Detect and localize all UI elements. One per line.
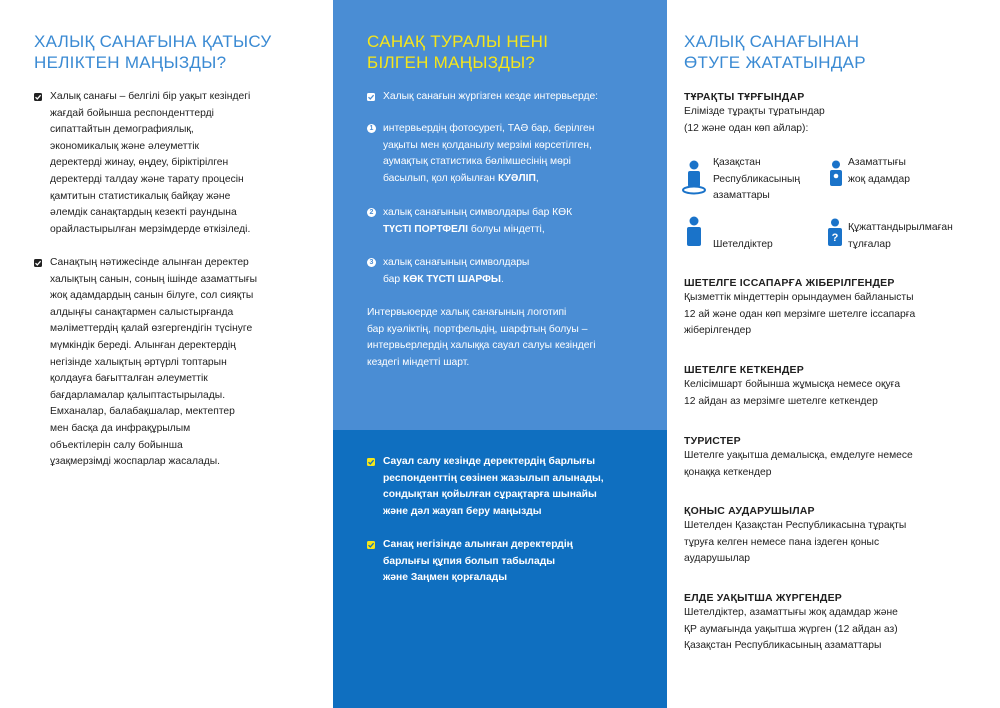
text-fragment: бар: [383, 273, 403, 285]
text-line: әлемдік санақтардың кезекті раундына: [50, 207, 237, 219]
title-line: НЕЛІКТЕН МАҢЫЗДЫ?: [34, 53, 227, 72]
text-line: Елімізде тұрақты тұратындар: [684, 106, 825, 117]
text-line: [383, 171, 662, 188]
note-truthful-answers: [367, 454, 662, 520]
section-departed-abroad: [684, 363, 994, 410]
info-panel-bottom: [333, 430, 667, 708]
checkbox-icon: [34, 259, 42, 267]
citizens-label: [713, 155, 843, 205]
stateless-person-icon: [827, 160, 845, 193]
undocumented-label: [848, 220, 998, 253]
text-line: объектілерін салу бойынша: [50, 439, 183, 451]
text-line: орайластырылған мерзімдерде өткізіледі.: [50, 223, 251, 235]
title-line: ХАЛЫҚ САНАҒЫНА ҚАТЫСУ: [34, 32, 272, 51]
checkbox-icon: [367, 458, 375, 466]
text-fragment: басылып, қол қойылған: [383, 172, 498, 184]
text-fragment: болуы міндетті,: [468, 223, 545, 235]
title-line: САНАҚ ТУРАЛЫ НЕНІ: [367, 32, 549, 51]
text-line: тұлғалар: [848, 238, 891, 250]
text-line: бағдарламалар қалыптастырылады.: [50, 389, 226, 401]
text-line: Қазақстан Республикасының азаматтары: [684, 640, 882, 652]
section-title: ҚОНЫС АУДАРУШЫЛАР: [684, 505, 815, 517]
text-line: азаматтары: [713, 190, 770, 202]
citizen-person-icon: [681, 160, 707, 201]
paragraph-census-definition: [34, 89, 324, 238]
text-line: сипаттайтын демографиялық,: [50, 124, 194, 136]
mandatory-condition-paragraph: [367, 305, 662, 371]
title-line: ӨТУГЕ ЖАТАТЫНДАР: [684, 53, 866, 72]
text-line: Шетелдіктер, азаматтығы жоқ адамдар және: [684, 607, 898, 618]
text-line: деректерді талдау және тарату процесін: [50, 173, 244, 185]
text-line: Сауал салу кезінде деректердің барлығы: [383, 456, 596, 467]
checkbox-icon: [367, 93, 375, 101]
text-line: Санақ негізінде алынған деректердің: [383, 539, 573, 550]
foreigner-person-icon: [684, 216, 704, 253]
text-line: барлығы құпия болып табылады: [383, 555, 556, 567]
text-line: жіберілгендер: [684, 325, 752, 337]
text-line: кездегі міндетті шарт.: [367, 356, 470, 368]
text-line: халық санағының символдары бар КӨК: [383, 207, 573, 218]
section-permanent-residents: [684, 90, 994, 137]
text-line: [383, 272, 662, 289]
text-line: қолдауға бағытталған әлеуметтік: [50, 373, 208, 385]
column-what-to-know: [333, 0, 667, 708]
text-fragment: ,: [535, 172, 539, 184]
text-line: мен басқа да инфрақұрылым: [50, 422, 191, 434]
scarf-label: КӨК ТҮСТІ ШАРФЫ: [402, 273, 502, 285]
section-tourists: [684, 434, 994, 481]
text-line: ұзақмерзімді жоспарлар жасалады.: [50, 456, 221, 468]
checkbox-icon: [367, 541, 375, 549]
text-line: тұруға келген немесе пана іздеген қоныс: [684, 536, 880, 548]
text-line: Құжаттандырылмаған: [848, 222, 953, 233]
interviewer-intro: [367, 89, 657, 106]
text-line: сондықтан қойылған сұрақтарға шынайы: [383, 489, 597, 501]
text-line: респонденттің сөзінен жазылып алынады,: [383, 472, 604, 484]
requirement-text: [367, 121, 662, 187]
text-line: аударушылар: [684, 553, 751, 565]
number-1-icon: 1: [367, 124, 376, 133]
text-line: бар куәліктің, портфельдің, шарфтың болуы –: [367, 323, 588, 335]
what-to-know-title: [367, 31, 548, 73]
text-line: аумақтық статистика бөлімшесінің мөрі: [383, 156, 571, 168]
checkbox-icon: [34, 93, 42, 101]
text-line: Емханалар, балабақшалар, мектептер: [50, 406, 235, 418]
undocumented-person-icon: [825, 218, 845, 253]
title-line: БІЛГЕН МАҢЫЗДЫ?: [367, 53, 536, 72]
text-line: Санақтың нәтижесінде алынған деректер: [50, 257, 249, 268]
text-line: (12 және одан көп айлар):: [684, 122, 809, 134]
text-line: жағдай бойынша респонденттерді: [50, 107, 214, 119]
text-line: негізінде халықтың әртүрлі топтарын: [50, 356, 227, 368]
section-title: ТҰРАҚТЫ ТҰРҒЫНДАР: [684, 91, 805, 103]
text-line: алдыңғы санақтармен салыстырғанда: [50, 306, 234, 318]
text-line: мәліметтердің қалай өзгергендігін түсінуге: [50, 323, 253, 335]
text-line: Қызметтік міндеттерін орындаумен байланысты: [684, 292, 914, 303]
text-line: жоқ адамдардың санын білуге, сол сияқты: [50, 290, 254, 302]
text-line: [383, 222, 662, 239]
paragraph-census-results: [34, 255, 324, 471]
text-line: уақыты мен қолданылу мерзімі көрсетілген,: [383, 139, 592, 151]
intro-text: Халық санағын жүргізген кезде интервьерде:: [383, 91, 599, 102]
paragraph-text: [34, 255, 324, 471]
text-line: қонаққа кеткендер: [684, 466, 772, 478]
text-line: экономикалық және әлеуметтік: [50, 140, 200, 152]
section-temporary-residents: [684, 591, 994, 655]
section-title: ШЕТЕЛГЕ ІССАПАРҒА ЖІБЕРІЛГЕНДЕР: [684, 277, 895, 289]
text-line: Қазақстан: [713, 157, 761, 168]
text-line: мүмкіндік береді. Алынған деректердің: [50, 339, 236, 351]
requirement-id-card: [367, 121, 662, 187]
section-title: ЕЛДЕ УАҚЫТША ЖҮРГЕНДЕР: [684, 592, 843, 604]
text-line: 12 ай және одан көп мерзімге шетелге іссапарға: [684, 308, 916, 320]
section-migrants: [684, 504, 994, 568]
section-title: ШЕТЕЛГЕ КЕТКЕНДЕР: [684, 364, 804, 376]
requirement-scarf: [367, 255, 662, 288]
text-line: 12 айдан аз мерзімге шетелге кеткендер: [684, 395, 878, 407]
text-line: Халық санағы – белгілі бір уақыт кезіндегі: [50, 91, 251, 102]
text-line: Келісімшарт бойынша жұмысқа немесе оқуға: [684, 379, 901, 390]
paragraph-text: [34, 89, 324, 238]
text-line: және Заңмен қорғалады: [383, 572, 508, 584]
text-line: ҚР аумағында уақытша жүрген (12 айдан аз): [684, 623, 898, 635]
number-2-icon: 2: [367, 208, 376, 217]
text-line: интервьердің фотосуреті, ТАӘ бар, берілген: [383, 123, 595, 134]
who-is-counted-title: [684, 31, 866, 73]
title-line: ХАЛЫҚ САНАҒЫНАН: [684, 32, 860, 51]
requirement-portfolio: [367, 205, 662, 238]
text-line: Республикасының: [713, 173, 801, 185]
column-who-is-counted: [667, 0, 1000, 708]
text-line: халықтың санын, соның ішінде азаматтығы: [50, 273, 258, 285]
stateless-label: [848, 155, 978, 188]
text-line: Шетелдіктер: [713, 239, 773, 250]
number-3-icon: 3: [367, 258, 376, 267]
id-card-label: КУӘЛІП: [497, 172, 536, 184]
why-participate-title: [34, 31, 272, 73]
text-line: халық санағының символдары: [383, 257, 530, 268]
requirement-text: [367, 205, 662, 238]
note-text: [367, 454, 662, 520]
column-why-participate: [0, 0, 333, 708]
section-business-trips: [684, 276, 994, 340]
text-line: қамтитын статистикалық байқау және: [50, 190, 231, 202]
note-confidentiality: [367, 537, 662, 587]
text-line: деректерді жинау, өңдеу, біріктірілген: [50, 157, 229, 169]
svg-text:?: ?: [831, 232, 839, 244]
text-line: және дәл жауап беру маңызды: [383, 505, 542, 517]
text-line: Азаматтығы: [848, 157, 906, 168]
requirement-text: [367, 255, 662, 288]
text-line: жоқ адамдар: [848, 173, 910, 185]
text-fragment: .: [501, 273, 504, 285]
portfolio-label: ТҮСТІ ПОРТФЕЛІ: [383, 223, 468, 235]
text-line: Интервьюерде халық санағының логотипі: [367, 307, 567, 318]
foreigners-label: [713, 237, 843, 254]
note-text: [367, 537, 662, 587]
text-line: Шетелден Қазақстан Республикасына тұрақты: [684, 520, 907, 531]
text-line: Шетелге уақытша демалысқа, емделуге немесе: [684, 450, 913, 461]
section-title: ТУРИСТЕР: [684, 435, 741, 447]
text-line: интервьерлердің халыққа сауал салуы кезіндегі: [367, 340, 596, 352]
info-panel-top: [333, 0, 667, 430]
